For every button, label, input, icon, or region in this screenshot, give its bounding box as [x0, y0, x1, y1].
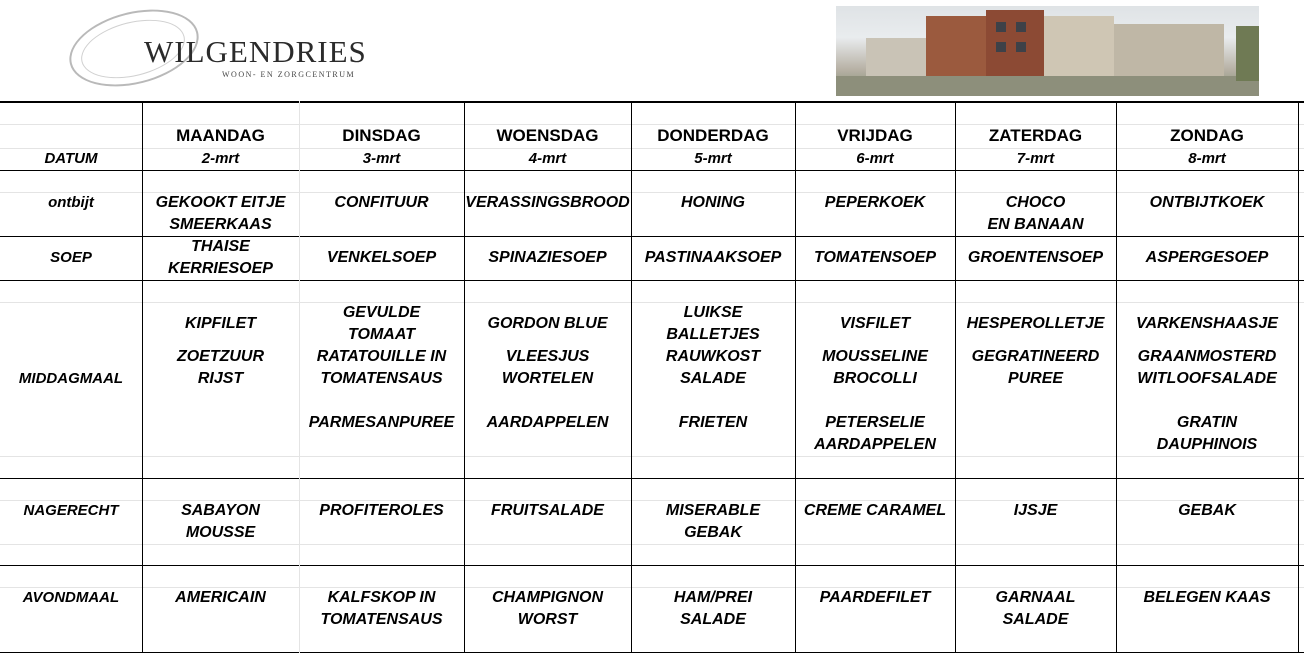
menu-item-side: VLEESJUS — [505, 348, 590, 365]
menu-item: GEBAK — [1178, 502, 1236, 519]
datum-label: DATUM — [44, 150, 98, 167]
menu-item: GROENTENSOEP — [967, 249, 1104, 266]
menu-item: CONFITUUR — [334, 194, 429, 211]
menu-item: HONING — [681, 194, 745, 211]
menu-item: CHOCO — [1005, 194, 1066, 211]
menu-item-side: GEGRATINEERD — [971, 348, 1100, 365]
menu-item: GEKOOKT EITJE — [155, 194, 286, 211]
menu-item: PROFITEROLES — [319, 502, 444, 519]
day-date: 8-mrt — [1188, 150, 1226, 167]
menu-item: AMERICAIN — [175, 589, 266, 606]
menu-item-side: ZOETZUUR — [176, 348, 265, 365]
day-name: ZONDAG — [1170, 126, 1244, 145]
day-name: WOENSDAG — [496, 126, 599, 145]
menu-item: HAM/PREI — [673, 589, 753, 606]
menu-item: IJSJE — [1013, 502, 1058, 519]
day-date: 7-mrt — [1016, 150, 1055, 167]
menu-item: MISERABLE — [665, 502, 761, 519]
menu-item-side: BROCOLLI — [833, 370, 917, 387]
menu-item: SALADE — [680, 611, 746, 628]
menu-item-side: MOUSSELINE — [822, 348, 928, 365]
day-date: 3-mrt — [362, 150, 401, 167]
menu-item: TOMATENSOEP — [813, 249, 937, 266]
day-date: 6-mrt — [856, 150, 894, 167]
menu-item-main: HESPEROLLETJE — [966, 315, 1105, 332]
menu-item: THAISE — [191, 238, 250, 255]
menu-item: GARNAAL — [995, 589, 1076, 606]
menu-item-main: KIPFILET — [184, 315, 257, 332]
day-name: VRIJDAG — [837, 126, 913, 145]
menu-item-side: RAUWKOST — [665, 348, 761, 365]
menu-item-side: WORTELEN — [501, 370, 594, 387]
day-name: DINSDAG — [342, 126, 421, 145]
menu-item-main: TOMAAT — [348, 326, 415, 343]
menu-item-starch: AARDAPPELEN — [486, 414, 609, 431]
menu-item-side: RATATOUILLE IN — [316, 348, 447, 365]
menu-item: ONTBIJTKOEK — [1149, 194, 1265, 211]
menu-item-side: SALADE — [680, 370, 746, 387]
menu-item: ASPERGESOEP — [1145, 249, 1269, 266]
logo-subtitle: WOON- EN ZORGCENTRUM — [222, 70, 356, 79]
menu-item-main: VARKENSHAASJE — [1136, 315, 1278, 332]
menu-item-side: RIJST — [197, 370, 244, 387]
menu-item: PAARDEFILET — [819, 589, 931, 606]
menu-item: MOUSSE — [185, 524, 256, 541]
menu-item: FRUITSALADE — [491, 502, 604, 519]
logo-name: WILGENDRIES — [144, 34, 367, 69]
menu-item-starch: DAUPHINOIS — [1156, 436, 1258, 453]
day-name: MAANDAG — [176, 126, 265, 145]
day-date: 2-mrt — [201, 150, 240, 167]
menu-item: VERASSINGSBROOD — [465, 194, 630, 211]
menu-item-side: GRAANMOSTERD — [1137, 348, 1277, 365]
menu-item: TOMATENSAUS — [320, 611, 443, 628]
menu-item-main: BALLETJES — [666, 326, 760, 343]
menu-item-main: GEVULDE — [342, 304, 421, 321]
menu-item-side: PUREE — [1007, 370, 1064, 387]
menu-item: VENKELSOEP — [326, 249, 437, 266]
menu-item: SALADE — [1002, 611, 1069, 628]
menu-item: EN BANAAN — [987, 216, 1084, 233]
menu-item: PASTINAAKSOEP — [644, 249, 782, 266]
menu-item-side: TOMATENSAUS — [320, 370, 443, 387]
menu-item: BELEGEN KAAS — [1143, 589, 1271, 606]
meal-label: ontbijt — [48, 194, 94, 211]
menu-item: WORST — [517, 611, 578, 628]
menu-item-starch: AARDAPPELEN — [814, 436, 936, 453]
menu-item: SABAYON — [181, 502, 260, 519]
menu-item: KERRIESOEP — [168, 260, 273, 277]
menu-item: SPINAZIESOEP — [488, 249, 607, 266]
meal-label: AVONDMAAL — [22, 589, 120, 606]
day-name: ZATERDAG — [988, 126, 1083, 145]
menu-item-starch: GRATIN — [1176, 414, 1238, 431]
day-date: 5-mrt — [694, 150, 732, 167]
menu-item-side: WITLOOFSALADE — [1137, 370, 1277, 387]
menu-item-starch: PARMESANPUREE — [308, 414, 455, 431]
menu-item: SMEERKAAS — [169, 216, 272, 233]
menu-item: PEPERKOEK — [824, 194, 926, 211]
day-name: DONDERDAG — [657, 126, 769, 145]
menu-item: KALFSKOP IN — [327, 589, 436, 606]
meal-label: NAGERECHT — [23, 502, 119, 519]
meal-label: SOEP — [50, 249, 92, 266]
day-date: 4-mrt — [528, 150, 567, 167]
meal-label: MIDDAGMAAL — [18, 370, 124, 387]
menu-item-main: VISFILET — [839, 315, 911, 332]
menu-item-main: GORDON BLUE — [487, 315, 608, 332]
menu-item: GEBAK — [684, 524, 742, 541]
menu-item-starch: FRIETEN — [678, 414, 748, 431]
menu-item-main: LUIKSE — [683, 304, 743, 321]
menu-item: CHAMPIGNON — [491, 589, 604, 606]
menu-item-starch: PETERSELIE — [825, 414, 925, 431]
menu-item: CREME CARAMEL — [803, 502, 947, 519]
